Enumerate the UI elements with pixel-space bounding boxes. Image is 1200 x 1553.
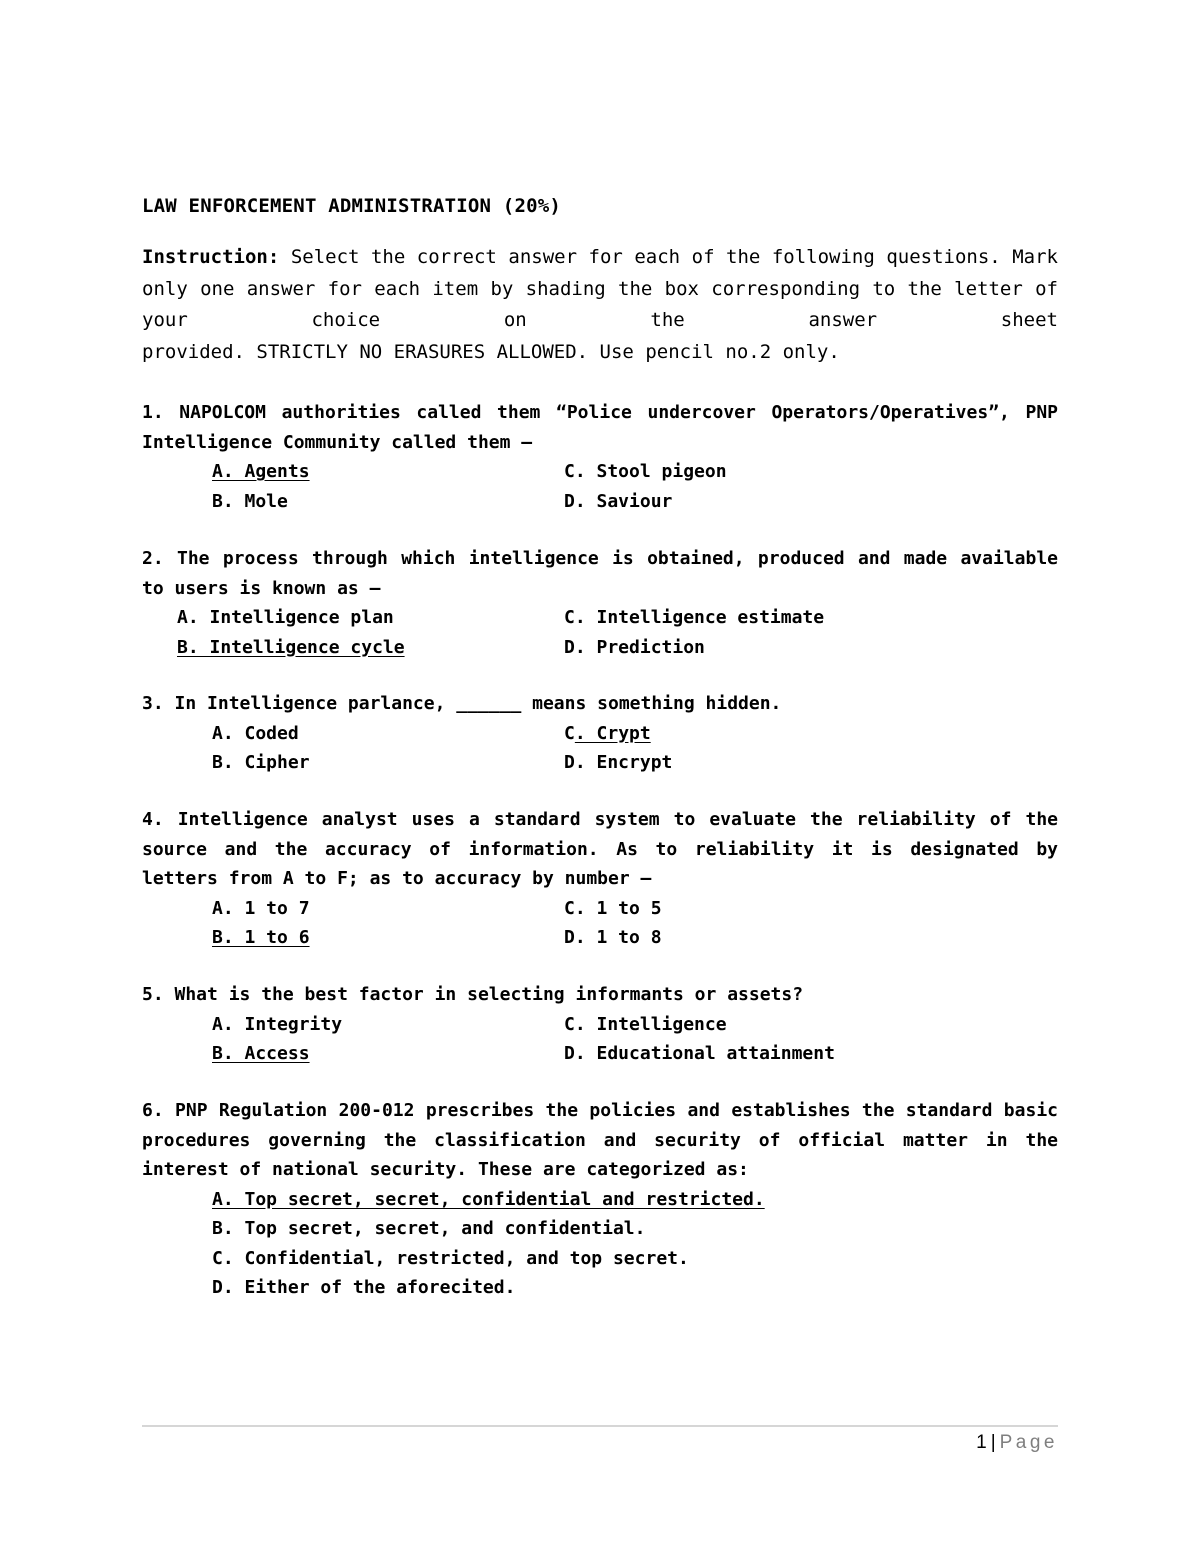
option-c: C. Crypt xyxy=(564,722,651,744)
option-b: B. Intelligence cycle xyxy=(177,636,405,658)
question-stem: 5. What is the best factor in selecting informants or assets? xyxy=(142,984,804,1005)
option-a: A. Intelligence plan xyxy=(177,607,394,628)
question-stem: 4. Intelligence analyst uses a standard system to evaluate the reliability of the source and the accuracy of information. As to reliability it is designated by letters from A to F; as to accuracy by number – xyxy=(142,809,1058,889)
question-5 xyxy=(142,980,1058,1069)
page-title: LAW ENFORCEMENT ADMINISTRATION (20%) xyxy=(142,195,562,217)
question-options xyxy=(142,719,1058,778)
question-options xyxy=(142,1185,1058,1303)
option-b: B. Mole xyxy=(212,490,288,512)
option-b: B. Cipher xyxy=(212,752,310,773)
option-b: B. 1 to 6 xyxy=(212,927,310,948)
question-options xyxy=(142,457,1058,516)
option-d: D. Either of the aforecited. xyxy=(212,1277,516,1298)
instruction-text: Select the correct answer for each of the following questions. Mark only one answer for each item by shading the box corresponding to the letter of your choice on the answer sheet xyxy=(142,246,1058,331)
option-c: C. Confidential, restricted, and top secret. xyxy=(212,1247,689,1269)
question-stem: 3. In Intelligence parlance, ______ means something hidden. xyxy=(142,693,782,714)
question-1 xyxy=(142,398,1058,516)
question-stem: 1. NAPOLCOM authorities called them “Police undercover Operators/Operatives”, PNP Intelligence Community called them – xyxy=(142,402,1058,453)
question-options xyxy=(142,894,1058,953)
question-2 xyxy=(142,544,1058,662)
option-a: A. Coded xyxy=(212,722,299,744)
option-b: B. Access xyxy=(212,1043,310,1064)
option-a: A. Top secret, secret, confidential and restricted. xyxy=(212,1188,765,1210)
question-3 xyxy=(142,689,1058,778)
instruction-paragraph xyxy=(142,242,1058,368)
option-b: B. Top secret, secret, and confidential. xyxy=(212,1218,646,1239)
question-options xyxy=(142,1010,1058,1069)
option-c: C. Intelligence xyxy=(564,1013,727,1035)
question-6 xyxy=(142,1096,1058,1303)
footer-divider xyxy=(142,1425,1058,1427)
option-a: A. 1 to 7 xyxy=(212,897,310,919)
instruction-label: Instruction: xyxy=(142,246,280,268)
option-d: D. Encrypt xyxy=(564,752,673,773)
option-d: D. Prediction xyxy=(564,636,705,658)
option-c: C. Intelligence estimate xyxy=(564,607,825,628)
page-label: Page xyxy=(999,1432,1058,1453)
option-c: C. Stool pigeon xyxy=(564,461,727,482)
option-a: A. Agents xyxy=(212,461,310,482)
question-stem: 2. The process through which intelligence is obtained, produced and made available to users is known as – xyxy=(142,548,1058,599)
option-a: A. Integrity xyxy=(212,1013,343,1035)
option-c: C. 1 to 5 xyxy=(564,897,662,919)
instruction-text-last: provided. STRICTLY NO ERASURES ALLOWED. Use pencil no.2 only. xyxy=(142,340,840,363)
option-d: D. Educational attainment xyxy=(564,1043,835,1064)
question-4 xyxy=(142,805,1058,953)
question-stem: 6. PNP Regulation 200-012 prescribes the policies and establishes the standard basic procedures governing the classification and security of official matter in the interest of national security. These are categorized as: xyxy=(142,1100,1058,1180)
question-options xyxy=(142,603,1058,662)
option-d: D. 1 to 8 xyxy=(564,927,662,948)
footer-separator: | xyxy=(990,1432,996,1453)
page-footer xyxy=(976,1432,1058,1454)
page-number: 1 xyxy=(976,1432,987,1453)
option-d: D. Saviour xyxy=(564,490,673,512)
